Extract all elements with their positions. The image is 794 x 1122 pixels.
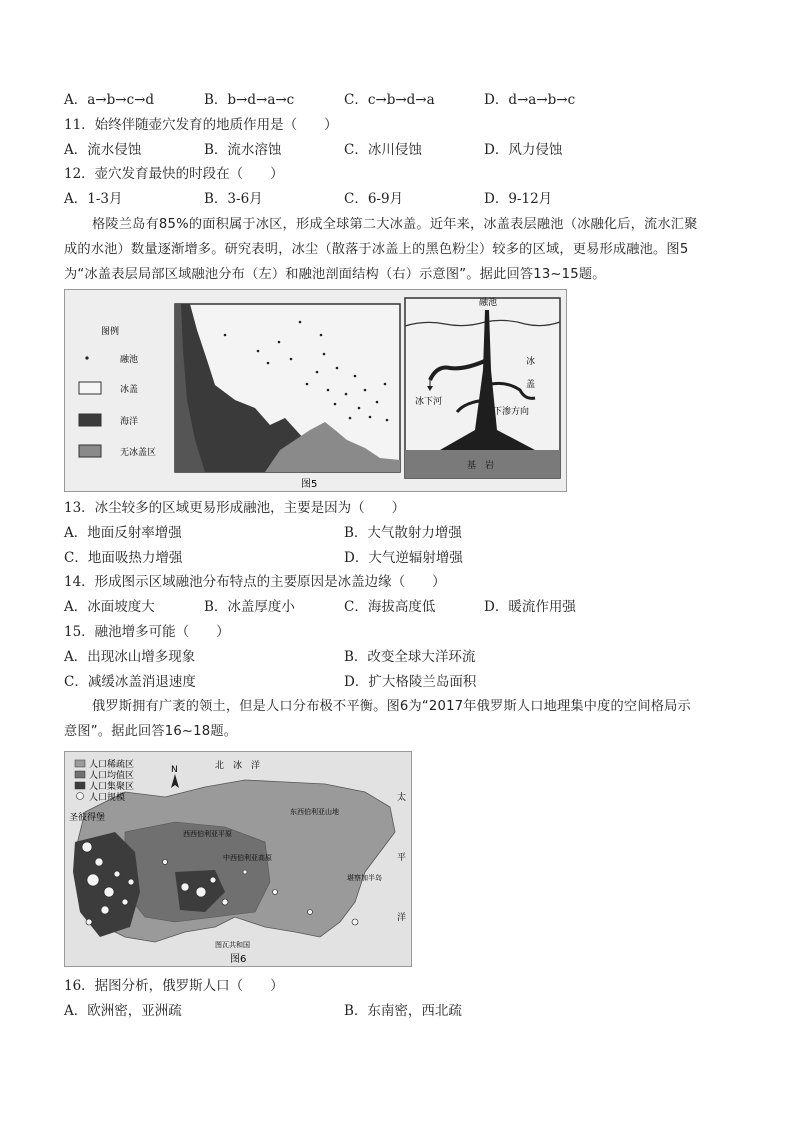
legend-ice-sheet: 冰盖	[120, 385, 139, 395]
q14-option-c: C．海拔高度低	[344, 599, 436, 615]
passage-line: 成的水池）数量逐渐增多。研究表明，冰尘（散落于冰盖上的黑色粉尘）较多的区域，更易形成融池。图5	[64, 242, 689, 257]
q10-option-c: C．c→b→d→a	[344, 92, 435, 108]
fig5-label-under-river: 冰下河	[415, 397, 443, 407]
q12-option-d: D．9-12月	[484, 191, 553, 207]
q16-option-b: B．东南密，西北疏	[344, 1003, 462, 1019]
passage-line: 为“冰盖表层局部区域融池分布（左）和融池剖面结构（右）示意图”。据此回答13~15题。	[64, 267, 606, 282]
legend-ocean: 海洋	[120, 417, 139, 427]
fig6-pacific-3: 洋	[397, 913, 407, 923]
q11-option-d: D．风力侵蚀	[484, 142, 563, 158]
q14-option-a: A．冰面坡度大	[64, 599, 155, 615]
figure-6	[64, 751, 412, 967]
fig5-label-ice-1: 冰	[526, 357, 536, 367]
fig5-label-ice-2: 盖	[526, 380, 536, 390]
q15-option-c: C．减缓冰盖消退速度	[64, 674, 196, 690]
q16-option-a: A．欧洲密，亚洲疏	[64, 1003, 182, 1019]
q15-option-b: B．改变全球大洋环流	[344, 649, 476, 665]
passage-line: 俄罗斯拥有广袤的领土，但是人口分布极不平衡。图6为“2017年俄罗斯人口地理集中度的空间格局示	[92, 699, 691, 714]
fig6-tuva: 图瓦共和国	[215, 941, 250, 949]
fig5-label-bedrock: 基 岩	[467, 461, 495, 471]
legend-melt-pool: 融池	[120, 355, 139, 365]
q11-stem: 11．始终伴随壶穴发育的地质作用是（ ）	[64, 117, 338, 133]
q12-stem: 12．壶穴发育最快的时段在（ ）	[64, 166, 284, 182]
q11-option-c: C．冰川侵蚀	[344, 142, 422, 158]
q13-option-d: D．大气逆辐射增强	[344, 550, 463, 566]
fig5-label-seep: 下渗方向	[493, 407, 530, 417]
q14-option-b: B．冰盖厚度小	[204, 599, 295, 615]
q14-option-d: D．暖流作用强	[484, 599, 576, 615]
fig6-spb: 圣彼得堡	[69, 813, 106, 823]
passage-greenland	[64, 212, 744, 287]
fig6-kamchatka: 堪察加半岛	[347, 874, 382, 882]
passage-line: 意图”。据此回答16~18题。	[64, 724, 238, 739]
fig5-label-pool: 融池	[479, 298, 498, 308]
fig6-pacific-2: 平	[397, 853, 407, 863]
legend-sparse: 人口稀疏区	[89, 760, 135, 770]
q13-option-b: B．大气散射力增强	[344, 525, 462, 541]
q12-option-c: C．6-9月	[344, 191, 404, 207]
q13-option-a: A．地面反射率增强	[64, 525, 182, 541]
q14-stem: 14．形成图示区域融池分布特点的主要原因是冰盖边缘（ ）	[64, 574, 446, 590]
legend-mean: 人口均值区	[89, 771, 135, 781]
figure-5-caption: 图5	[301, 479, 318, 490]
q10-option-d: D．d→a→b→c	[484, 92, 576, 108]
q13-stem: 13．冰尘较多的区域更易形成融池，主要是因为（ ）	[64, 500, 406, 516]
figure-5	[64, 289, 567, 492]
fig6-wsib: 西西伯利亚平原	[183, 830, 232, 838]
q13-option-c: C．地面吸热力增强	[64, 550, 183, 566]
legend-no-ice: 无冰盖区	[120, 448, 157, 458]
q10-option-b: B．b→d→a→c	[204, 92, 295, 108]
q15-stem: 15．融池增多可能（ ）	[64, 624, 230, 640]
q15-option-d: D．扩大格陵兰岛面积	[344, 674, 477, 690]
figure-5-graphic	[65, 290, 566, 491]
figure-6-graphic	[65, 752, 411, 966]
q11-option-a: A．流水侵蚀	[64, 142, 142, 158]
q12-option-a: A．1-3月	[64, 191, 123, 207]
fig6-pacific-1: 太	[397, 793, 407, 803]
passage-russia	[64, 694, 744, 744]
figure-6-caption: 图6	[230, 954, 247, 965]
passage-line: 格陵兰岛有85%的面积属于冰区，形成全球第二大冰盖。近年来，冰盖表层融池（冰融化后，流水汇聚	[92, 217, 698, 232]
q12-option-b: B．3-6月	[204, 191, 263, 207]
fig6-arctic-ocean: 北 冰 洋	[215, 761, 261, 771]
legend-title: 图例	[101, 327, 120, 337]
fig6-esib: 东西伯利亚山地	[290, 808, 339, 816]
q16-stem: 16．据图分析，俄罗斯人口（ ）	[64, 978, 284, 994]
legend-dense: 人口集聚区	[89, 782, 135, 792]
q11-option-b: B．流水溶蚀	[204, 142, 282, 158]
fig6-north: N	[171, 765, 178, 775]
legend-scale: 人口规模	[89, 793, 126, 803]
q15-option-a: A．出现冰山增多现象	[64, 649, 196, 665]
q10-option-a: A．a→b→c→d	[64, 92, 155, 108]
fig6-csib: 中西伯利亚高原	[223, 854, 272, 862]
